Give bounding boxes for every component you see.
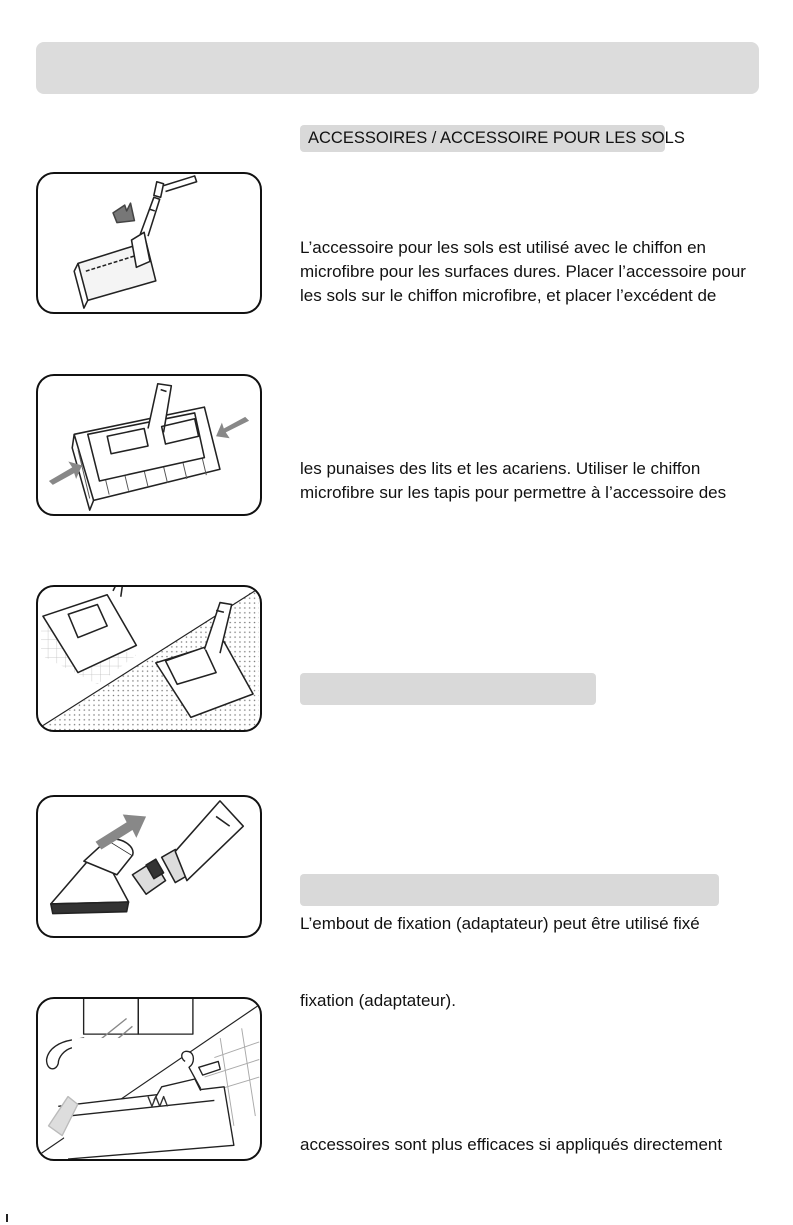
figure-floor-tool-surfaces — [36, 585, 262, 732]
subheading-tag-2 — [300, 874, 719, 906]
text-line: fixation (adaptateur). — [300, 991, 456, 1010]
text-line: les sols sur le chiffon microfibre, et placer l’excédent de — [300, 286, 717, 305]
bathroom-tap-tub-icon — [38, 999, 260, 1159]
paragraph-3 — [300, 912, 760, 936]
header-banner — [36, 42, 759, 94]
text-line: les punaises des lits et les acariens. Utiliser le chiffon — [300, 459, 701, 478]
page-edge-mark — [6, 1214, 8, 1222]
figure-floor-tool-attach — [36, 172, 262, 314]
floor-tool-hard-and-carpet-icon — [38, 587, 260, 730]
figure-bathroom-use — [36, 997, 262, 1161]
triangle-brush-adapter-icon — [38, 797, 260, 936]
paragraph-2 — [300, 457, 760, 505]
floor-tool-on-cloth-icon — [38, 376, 260, 514]
text-line: L’accessoire pour les sols est utilisé avec le chiffon en — [300, 238, 707, 257]
floor-tool-with-pole-icon — [38, 174, 260, 312]
section-heading: ACCESSOIRES / ACCESSOIRE POUR LES SOLS — [308, 129, 685, 147]
figure-adapter-attach — [36, 795, 262, 938]
subheading-tag-1 — [300, 673, 596, 705]
paragraph-5 — [300, 1133, 760, 1157]
figure-floor-tool-cloth — [36, 374, 262, 516]
text-line: microfibre pour les surfaces dures. Placer l’accessoire pour — [300, 262, 746, 281]
paragraph-4 — [300, 989, 760, 1013]
paragraph-1 — [300, 236, 760, 308]
text-line: microfibre sur les tapis pour permettre à l’accessoire des — [300, 483, 727, 502]
text-line: L’embout de fixation (adaptateur) peut être utilisé fixé — [300, 914, 700, 933]
text-line: accessoires sont plus efficaces si appliqués directement — [300, 1135, 723, 1154]
section-heading-tag — [300, 125, 685, 152]
